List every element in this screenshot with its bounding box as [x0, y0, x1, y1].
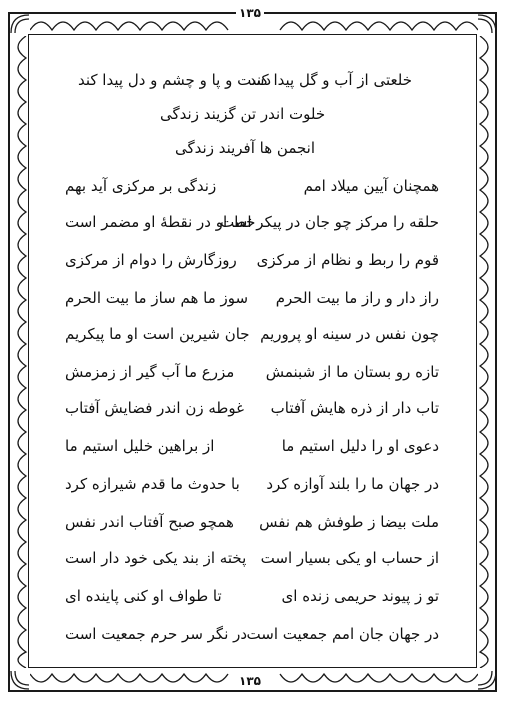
page-number-top: ۱۳۵ [236, 6, 264, 20]
verse-left: غوطه زن اندر فضایش آفتاب [65, 399, 244, 417]
header-verse-line-2: خلوت اندر تن گزیند زندگی [160, 105, 326, 123]
verse-right: دعوی او را دلیل استیم ما [281, 437, 439, 455]
page-number-bottom: ۱۳۵ [236, 674, 264, 688]
left-ornament-border [8, 36, 28, 668]
verse-right: قوم را ربط و نظام از مرکزی [256, 251, 439, 269]
verse-left: از براهین خلیل استیم ما [65, 437, 215, 455]
verse-left: مزرع ما آب گیر از زمزمش [65, 363, 235, 381]
verse-right: تاب دار از ذره هایش آفتاب [270, 399, 439, 417]
verse-left: همچو صبح آفتاب اندر نفس [65, 513, 234, 531]
verse-right: در جهان ما را بلند آوازه کرد [266, 475, 439, 493]
page-inner-border [28, 34, 477, 668]
verse-right: همچنان آیین میلاد امم [303, 177, 439, 195]
corner-ornament-bottom-right [475, 668, 499, 692]
verse-left: تا طواف او کنی پاینده ای [65, 587, 222, 605]
verse-left: با حدوث ما قدم شیرازه کرد [65, 475, 240, 493]
verse-right: ملت بیضا ز طوفش هم نفس [259, 513, 439, 531]
verse-right: تازه رو بستان ما از شبنمش [265, 363, 439, 381]
verse-right: از حساب او یکی بسیار است [260, 549, 439, 567]
right-ornament-border [478, 36, 498, 668]
verse-right: حلقه را مرکز چو جان در پیکر است [220, 213, 439, 231]
corner-ornament-top-right [475, 12, 499, 36]
verse-left: پخته از بند یکی خود دار است [65, 549, 247, 567]
verse-left: سوز ما هم ساز ما بیت الحرم [65, 289, 249, 307]
verse-left: در نگر سر حرم جمعیت است [65, 625, 248, 643]
verse-right: راز دار و راز ما بیت الحرم [275, 289, 439, 307]
header-verse-right: خلعتی از آب و گل پیدا کند [249, 71, 412, 89]
corner-ornament-bottom-left [8, 668, 32, 692]
verse-left: خط او در نقطهٔ او مضمر است [65, 213, 256, 231]
header-verse-left: دست و پا و چشم و دل پیدا کند [78, 71, 272, 89]
verse-left: جان شیرین است او ما پیکریم [65, 325, 250, 343]
verse-right: تو ز پیوند حریمی زنده ای [281, 587, 439, 605]
verse-left: زندگی بر مرکزی آید بهم [65, 177, 217, 195]
verse-right: چون نفس در سینه او پروریم [260, 325, 439, 343]
corner-ornament-top-left [8, 12, 32, 36]
verse-right: در جهان جان امم جمعیت است [246, 625, 439, 643]
verse-left: روزگارش را دوام از مرکزی [65, 251, 237, 269]
header-verse-line-3: انجمن ها آفریند زندگی [175, 139, 316, 157]
